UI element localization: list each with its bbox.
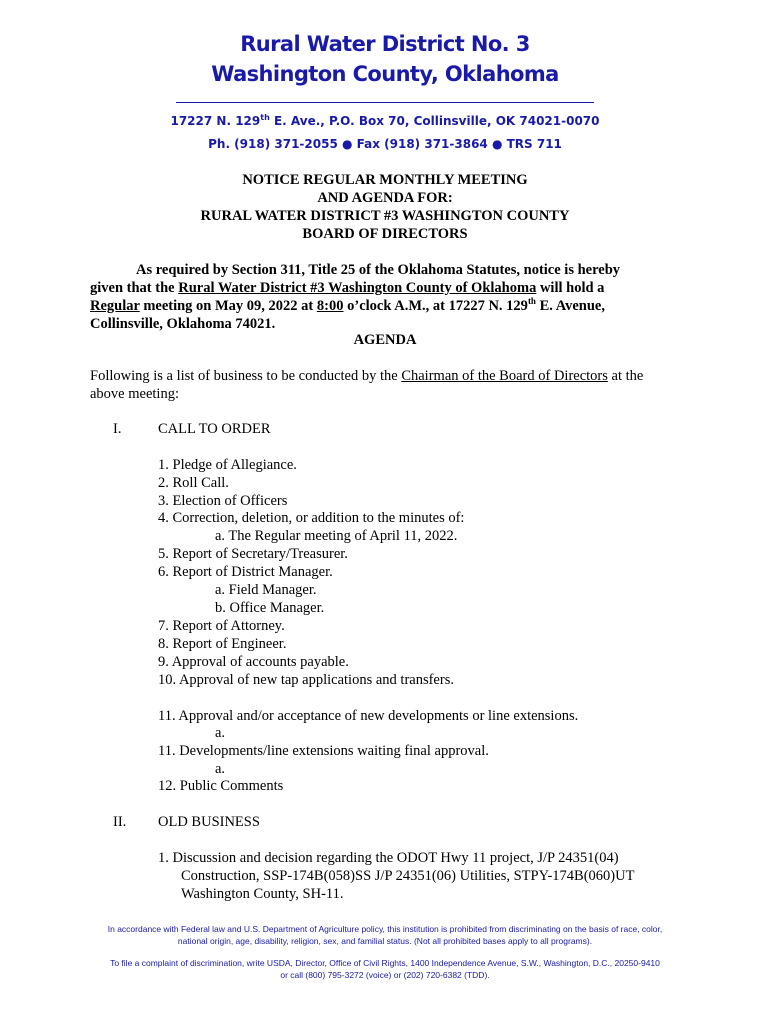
intro-paragraph: As required by Section 311, Title 25 of the Oklahoma Statutes, notice is hereby given that the Rural Water District #3 Washington County of Oklahoma will hold a Regular meeting on May 09, 2022 at 8:00 o’clock A.M., at 17227 N. 129th E. Avenue, Collinsville, Oklahoma 74021. (90, 262, 621, 332)
letterhead-address: 17227 N. 129th E. Ave., P.O. Box 70, Collinsville, OK 74021-0070 (170, 113, 600, 128)
agenda-item: 1. Pledge of Allegiance. (158, 457, 297, 473)
agenda-item: 11. Developments/line extensions waiting final approval. (158, 743, 489, 759)
agenda-subitem: b. Office Manager. (215, 600, 325, 616)
agenda-item: 5. Report of Secretary/Treasurer. (158, 546, 348, 562)
footer-nondiscrimination-line1: In accordance with Federal law and U.S. Department of Agriculture policy, this institution is prohibited from discriminating on the basis of race, color, (107, 924, 663, 934)
section-1-title: CALL TO ORDER (158, 421, 271, 437)
agenda-item: 6. Report of District Manager. (158, 564, 333, 580)
agenda-item-continuation: Washington County, SH-11. (181, 886, 344, 902)
agenda-subitem: a. (215, 761, 226, 777)
letterhead-divider (176, 102, 594, 103)
notice-heading-line4: BOARD OF DIRECTORS (302, 226, 468, 242)
letterhead-contact: Ph. (918) 371-2055 ● Fax (918) 371-3864 ● TRS 711 (208, 137, 562, 151)
footer-complaint-line2: or call (800) 795-3272 (voice) or (202) 720-6382 (TDD). (280, 970, 490, 980)
agenda-item: 8. Report of Engineer. (158, 636, 287, 652)
letterhead-title-line2: Washington County, Oklahoma (211, 62, 559, 86)
agenda-item: 7. Report of Attorney. (158, 618, 285, 634)
section-2-numeral: II. (113, 814, 127, 830)
agenda-subitem: a. Field Manager. (215, 582, 317, 598)
agenda-item: 1. Discussion and decision regarding the ODOT Hwy 11 project, J/P 24351(04) (158, 850, 619, 866)
district-name: Rural Water District #3 Washington County of Oklahoma (178, 280, 537, 296)
agenda-item: 10. Approval of new tap applications and transfers. (158, 672, 454, 688)
agenda-heading: AGENDA (353, 332, 417, 348)
agenda-item: 9. Approval of accounts payable. (158, 654, 349, 670)
notice-heading-line3: RURAL WATER DISTRICT #3 WASHINGTON COUNTY (200, 208, 570, 224)
footer-nondiscrimination-line2: national origin, age, disability, religion, sex, and familial status. (Not all prohibited bases apply to all programs). (177, 936, 593, 946)
agenda-item: 12. Public Comments (158, 778, 284, 794)
notice-heading-line1: NOTICE REGULAR MONTHLY MEETING (242, 172, 528, 188)
notice-heading-line2: AND AGENDA FOR: (317, 190, 453, 206)
footer-complaint-line1: To file a complaint of discrimination, write USDA, Director, Office of Civil Rights, 1400 Independence Avenue, S.W., Washington, D.C., 20250-9410 (110, 958, 660, 968)
agenda-subitem: a. (215, 725, 226, 741)
letterhead-title-line1: Rural Water District No. 3 (240, 32, 530, 56)
agenda-item: 3. Election of Officers (158, 493, 288, 509)
agenda-item-continuation: Construction, SSP-174B(058)SS J/P 24351(06) Utilities, STPY-174B(060)UT (181, 868, 635, 884)
agenda-subitem: a. The Regular meeting of April 11, 2022. (215, 528, 458, 544)
agenda-item: 2. Roll Call. (158, 475, 229, 491)
section-2-title: OLD BUSINESS (158, 814, 260, 830)
following-paragraph: Following is a list of business to be conducted by the Chairman of the Board of Directors at the above meeting: (90, 368, 644, 402)
agenda-item: 4. Correction, deletion, or addition to the minutes of: (158, 510, 465, 526)
section-1-numeral: I. (113, 421, 122, 437)
agenda-item: 11. Approval and/or acceptance of new developments or line extensions. (158, 708, 579, 724)
